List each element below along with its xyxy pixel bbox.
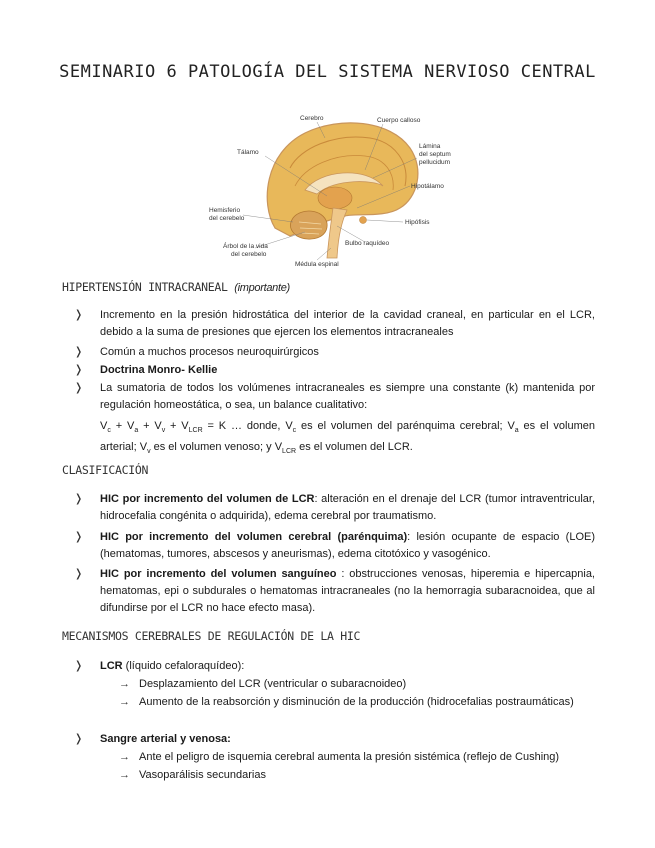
section-title: MECANISMOS CEREBRALES DE REGULACIÓN DE LA HIC	[62, 629, 361, 643]
bullet-icon: ❭	[74, 733, 84, 745]
section-title: CLASIFICACIÓN	[62, 463, 149, 477]
brain-diagram	[205, 108, 465, 270]
label-bulbo: Bulbo raquídeo	[345, 240, 390, 247]
item-text: La sumatoria de todos los volúmenes intracraneales es siempre una constante (k) mantenida por regulación homeostática, o sea, un balance cualitativo:	[100, 382, 595, 411]
item-text: Ante el peligro de isquemia cerebral aumenta la presión sistémica (reflejo de Cushing)	[139, 751, 560, 763]
bullet-icon: ❭	[74, 531, 84, 543]
arrow-icon: →	[119, 769, 130, 781]
label-hipotalamo: Hipotálamo	[411, 183, 444, 190]
item-text: (líquido cefaloraquídeo):	[122, 660, 245, 672]
label-hemisferio-1: Hemisferio	[209, 207, 241, 214]
list-item	[74, 344, 595, 361]
bullet-icon: ❭	[74, 660, 84, 672]
thalamus-shape	[318, 187, 352, 209]
formula-part: es el volumen del LCR.	[296, 441, 413, 454]
item-text-bold: HIC por incremento del volumen sanguíneo	[100, 568, 337, 580]
label-hipofisis: Hipófisis	[405, 219, 430, 226]
label-arbol-2: del cerebelo	[231, 251, 267, 258]
pituitary-shape	[360, 217, 367, 224]
item-text-bold: LCR	[100, 660, 123, 672]
sub-item	[119, 676, 594, 693]
formula-sub: a	[514, 427, 519, 435]
label-medula: Médula espinal	[295, 261, 339, 268]
formula-part: + V	[165, 420, 189, 432]
bullet-icon: ❭	[74, 568, 84, 580]
formula-sub: v	[161, 427, 166, 435]
label-hemisferio-2: del cerebelo	[209, 215, 245, 222]
item-text: Aumento de la reabsorción y disminución de la producción (hidrocefalias postraumáticas)	[139, 696, 574, 708]
label-lamina-3: pellucidum	[419, 159, 451, 166]
formula-part: = K … donde, V	[202, 420, 293, 432]
formula-part: es el volumen arterial; V	[100, 420, 596, 454]
item-text: Común a muchos procesos neuroquirúrgicos	[100, 346, 319, 358]
label-talamo: Tálamo	[237, 149, 259, 156]
list-item	[74, 731, 595, 748]
formula-part: + V	[110, 420, 135, 432]
label-cerebro: Cerebro	[300, 115, 324, 122]
sub-item	[119, 767, 594, 784]
item-text: : lesión ocupante de espacio (LOE) (hematomas, tumores, abscesos y aneurismas), edema citotóxico y vasogénico.	[100, 531, 595, 560]
list-item	[74, 566, 595, 617]
formula-part: V	[100, 420, 108, 432]
formula-sub: LCR	[188, 427, 203, 435]
formula-sub: c	[107, 427, 111, 435]
formula-sub: LCR	[282, 448, 297, 456]
label-arbol-1: Árbol de la vida	[223, 243, 268, 250]
arrow-icon: →	[119, 751, 130, 763]
formula-part: es el volumen del parénquima cerebral; V	[296, 420, 515, 432]
label-cuerpo-calloso: Cuerpo calloso	[377, 117, 421, 124]
formula-part: es el volumen venoso; y V	[150, 441, 283, 454]
label-lamina-1: Lámina	[419, 143, 441, 150]
list-item	[74, 491, 596, 525]
formula-sub: c	[292, 427, 297, 435]
formula-sub: a	[134, 427, 139, 435]
list-item	[74, 380, 595, 414]
sub-item	[119, 749, 594, 766]
formula	[100, 418, 595, 460]
sub-item	[119, 694, 594, 711]
bullet-icon: ❭	[74, 493, 84, 505]
item-text: Desplazamiento del LCR (ventricular o subaracnoideo)	[139, 678, 407, 690]
item-text: : alteración en el drenaje del LCR (tumor intraventricular, hidrocefalia congénita o adquirida), edema cerebral por traumatismo.	[100, 493, 596, 522]
bullet-icon: ❭	[74, 309, 84, 321]
item-text: Vasoparálisis secundarias	[139, 769, 266, 781]
brain-illustration	[205, 108, 465, 270]
item-text: Incremento en la presión hidrostática del interior de la cavidad craneal, en particular en el LCR, debido a la suma de presiones que ejercen los elementos intracraneales	[100, 309, 595, 338]
item-text-bold: HIC por incremento del volumen de LCR	[100, 493, 315, 505]
bullet-icon: ❭	[74, 346, 84, 358]
bullet-icon: ❭	[74, 364, 84, 376]
list-item	[74, 529, 595, 563]
list-item	[74, 362, 595, 379]
section-heading-hic	[62, 280, 290, 294]
section-title: HIPERTENSIÓN INTRACRANEAL	[62, 280, 228, 294]
list-item	[74, 658, 595, 675]
label-lamina-2: del septum	[419, 151, 451, 158]
bullet-icon: ❭	[74, 382, 84, 394]
section-heading-mecanismos	[62, 629, 360, 643]
item-text-bold: HIC por incremento del volumen cerebral (parénquima)	[100, 531, 408, 543]
arrow-icon: →	[119, 696, 130, 708]
item-text: : obstrucciones venosas, hiperemia e hipercapnia, hematomas, epi o subdurales o hematomas intracraneales (no la hemorragia subaracnoidea, que al difundirse por el LCR no hace efecto masa).	[100, 568, 595, 614]
section-heading-clasificacion	[62, 463, 148, 477]
arrow-icon: →	[119, 678, 130, 690]
item-text-bold: Sangre arterial y venosa:	[100, 733, 231, 745]
formula-part: + V	[138, 420, 162, 432]
item-text-bold: Doctrina Monro- Kellie	[100, 364, 218, 376]
document-title: SEMINARIO 6 PATOLOGÍA DEL SISTEMA NERVIOSO CENTRAL	[59, 62, 596, 82]
formula-sub: v	[147, 448, 151, 456]
section-note: (importante)	[234, 282, 290, 294]
list-item	[74, 307, 595, 341]
